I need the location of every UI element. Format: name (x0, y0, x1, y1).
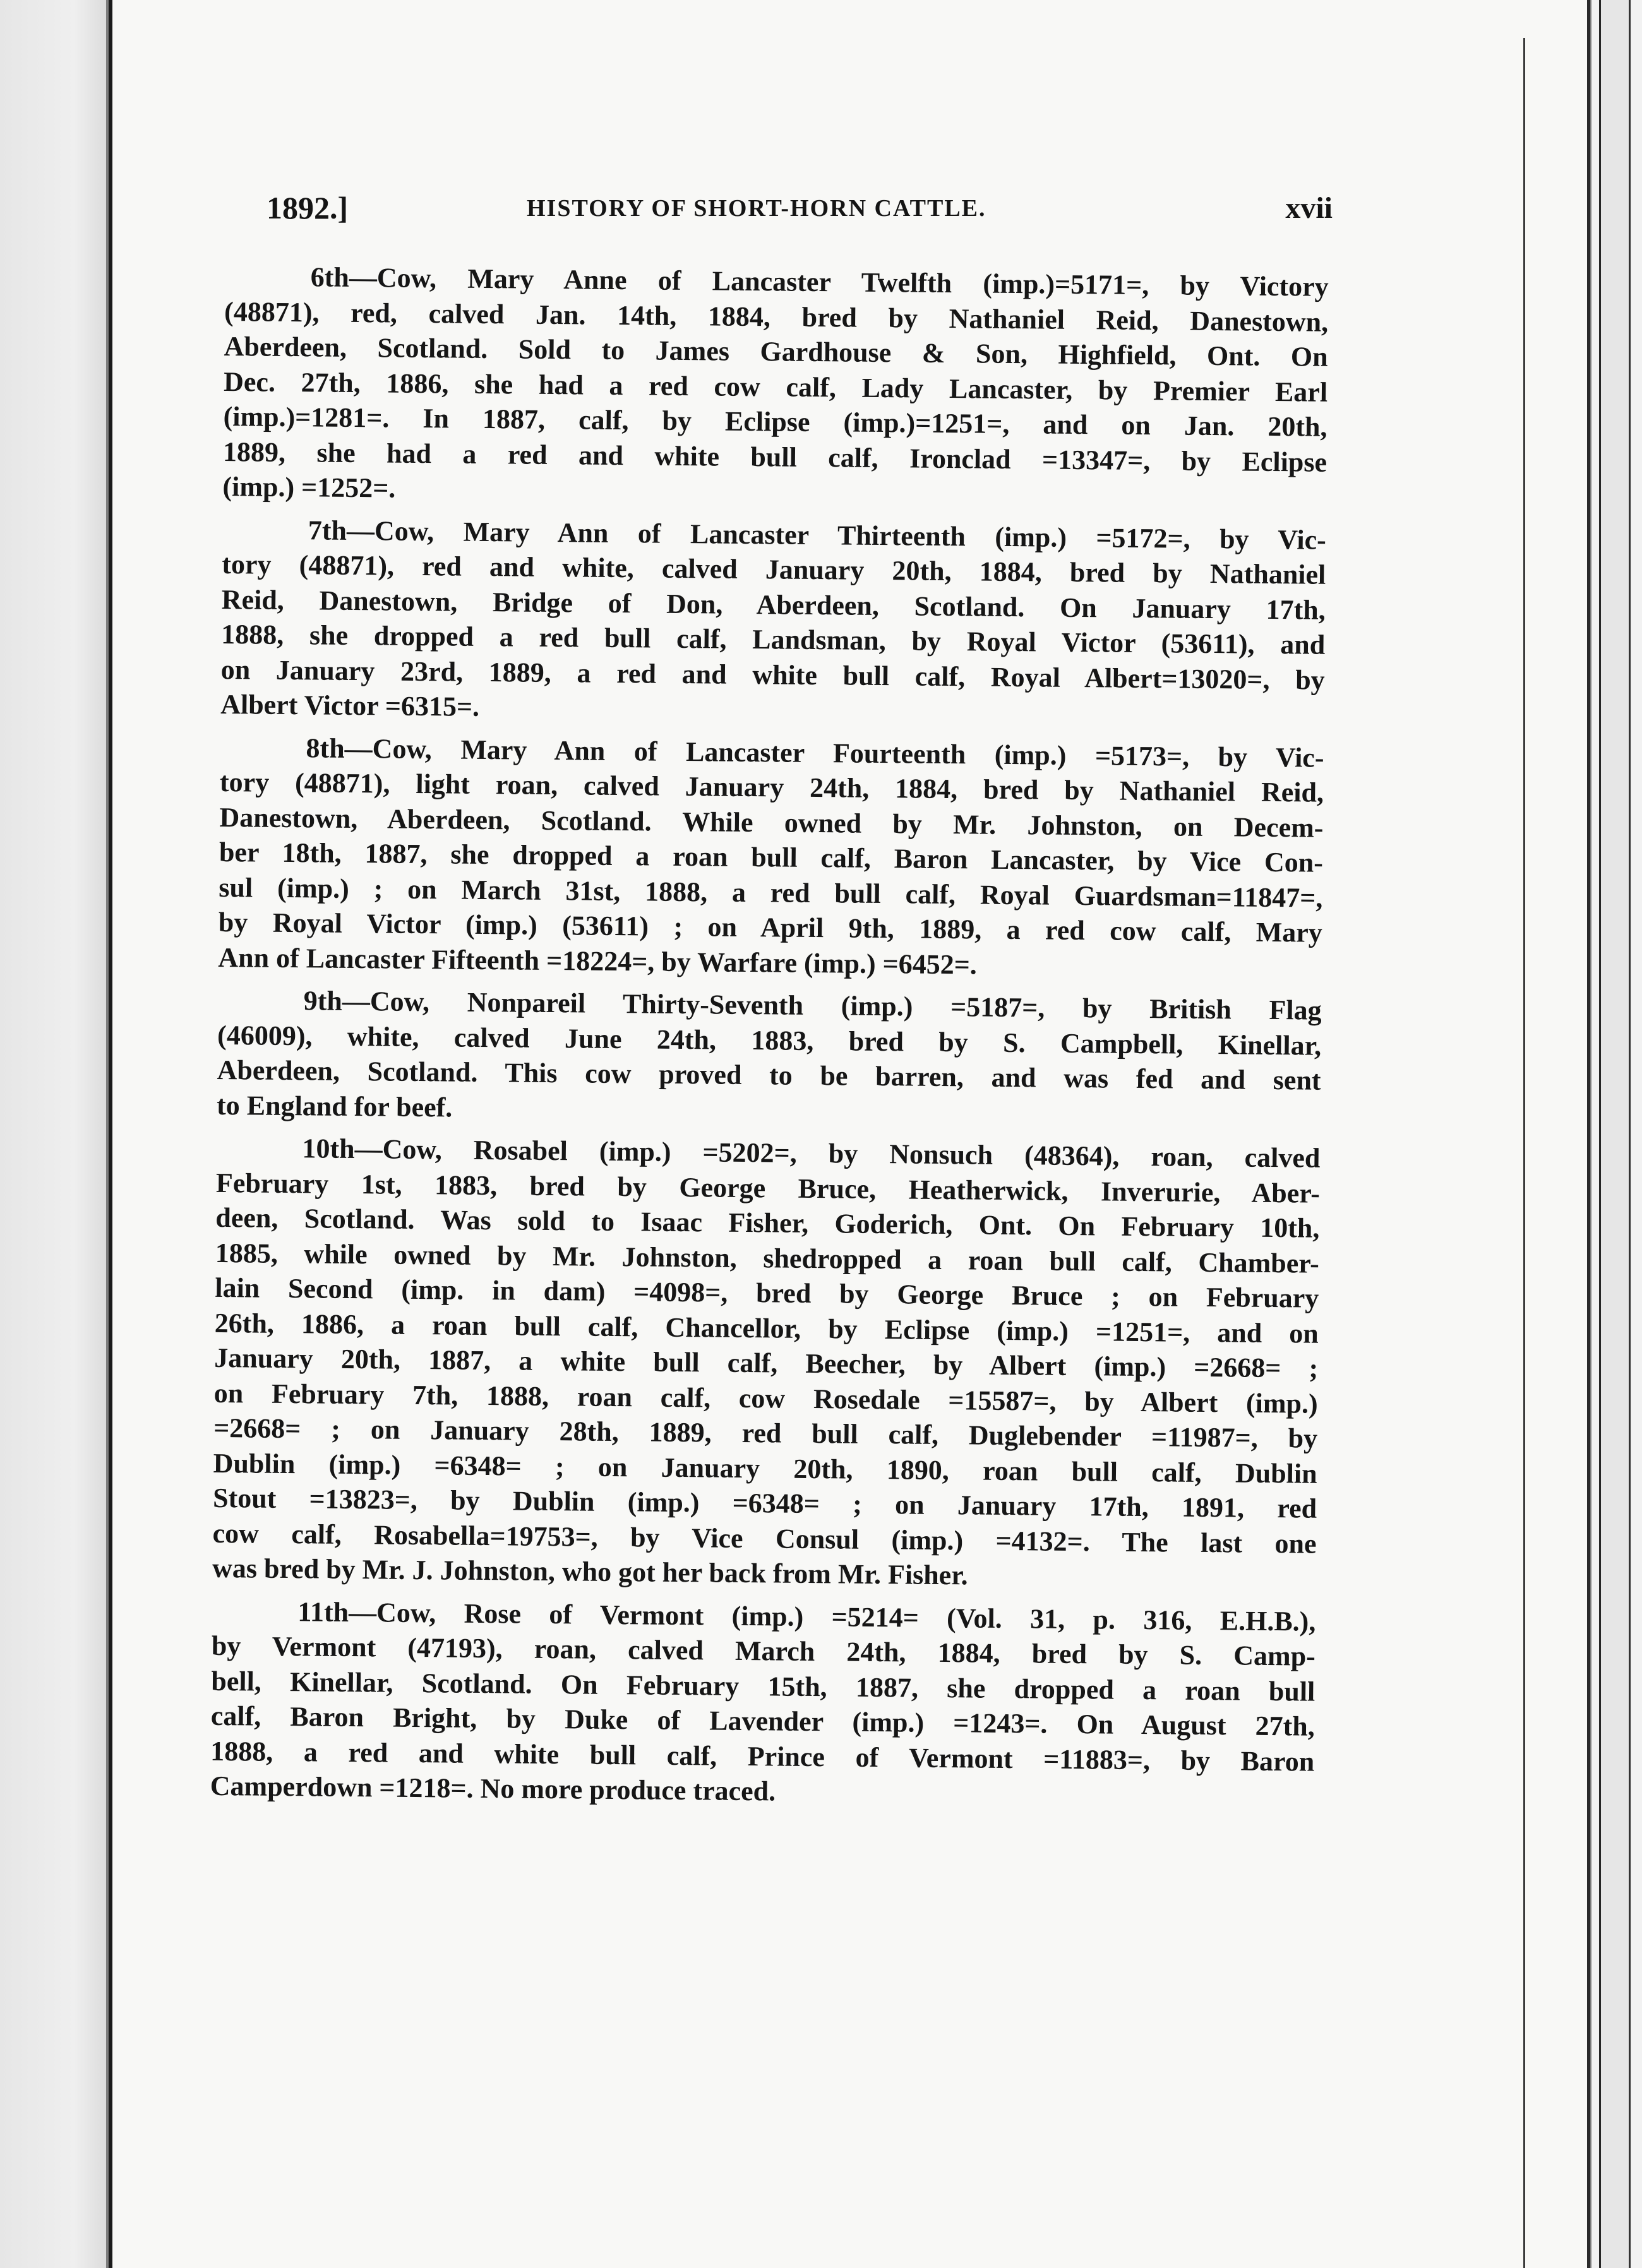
text-line: Camperdown =1218=. No more produce traced. (210, 1770, 776, 1807)
page-number: xvii (1285, 191, 1333, 225)
text-line: Danestown, Aberdeen, Scotland. While owned by Mr. Johnston, on Decem- (219, 801, 1324, 844)
text-line: ber 18th, 1887, she dropped a roan bull calf, Baron Lancaster, by Vice Con- (219, 836, 1324, 878)
text-line: February 1st, 1883, bred by George Bruce, Heatherwick, Inverurie, Aber- (215, 1167, 1321, 1209)
entry-9th-cow (217, 982, 1322, 1133)
text-line: 8th—Cow, Mary Ann of Lancaster Fourteenth (imp.) =5173=, by Vic- (306, 732, 1324, 773)
text-line: 26th, 1886, a roan bull calf, Chancellor, by Eclipse (imp.) =1251=, and on (214, 1307, 1319, 1349)
text-line: =2668= ; on January 28th, 1889, red bull calf, Duglebender =11987=, by (213, 1412, 1318, 1454)
text-line: sul (imp.) ; on March 31st, 1888, a red bull calf, Royal Guardsman=11847=, (219, 871, 1323, 914)
text-line: (46009), white, calved June 24th, 1883, bred by S. Campbell, Kinellar, (217, 1019, 1322, 1061)
text-line: 1888, she dropped a red bull calf, Landsman, by Royal Victor (53611), and (221, 618, 1326, 660)
text-line: 11th—Cow, Rose of Vermont (imp.) =5214= (Vol. 31, p. 316, E.H.B.), (297, 1596, 1316, 1637)
text-line: Aberdeen, Scotland. Sold to James Gardhouse & Son, Highfield, Ont. On (224, 330, 1328, 373)
entry-8th-cow (218, 729, 1324, 985)
text-line: by Royal Victor (imp.) (53611) ; on April 9th, 1889, a red cow calf, Mary (218, 906, 1323, 948)
text-line: Ann of Lancaster Fifteenth =18224=, by Warfare (imp.) =6452=. (218, 941, 978, 980)
text-line: 6th—Cow, Mary Anne of Lancaster Twelfth (imp.)=5171=, by Victory (310, 261, 1329, 302)
entry-6th-cow (222, 259, 1329, 515)
text-line: tory (48871), light roan, calved January 24th, 1884, bred by Nathaniel Reid, (219, 766, 1324, 808)
text-line: 10th—Cow, Rosabel (imp.) =5202=, by Nonsuch (48364), roan, calved (302, 1133, 1321, 1174)
running-head-year: 1892.] (267, 190, 349, 225)
body-text (210, 259, 1329, 1822)
text-line: Aberdeen, Scotland. This cow proved to be barren, and was fed and sent (217, 1054, 1321, 1096)
text-line: calf, Baron Bright, by Duke of Lavender (imp.) =1243=. On August 27th, (210, 1700, 1315, 1742)
text-line: 7th—Cow, Mary Ann of Lancaster Thirteenth (imp.) =5172=, by Vic- (308, 514, 1327, 556)
text-line: on January 23rd, 1889, a red and white bull calf, Royal Albert=13020=, by (220, 654, 1325, 696)
entry-7th-cow (220, 511, 1326, 732)
text-line: lain Second (imp. in dam) =4098=, bred by George Bruce ; on February (215, 1272, 1319, 1314)
right-page-edge (1591, 0, 1642, 2268)
text-line: cow calf, Rosabella=19753=, by Vice Consul (imp.) =4132=. The last one (212, 1517, 1317, 1560)
text-line: Reid, Danestown, Bridge of Don, Aberdeen, Scotland. On January 17th, (221, 583, 1326, 626)
text-line: Dublin (imp.) =6348= ; on January 20th, 1890, roan bull calf, Dublin (213, 1447, 1317, 1489)
entry-10th-cow (212, 1130, 1321, 1596)
left-page-edge (0, 0, 106, 2268)
text-line: (imp.) =1252=. (222, 470, 396, 504)
text-line: Albert Victor =6315=. (220, 688, 480, 722)
text-line: January 20th, 1887, a white bull calf, Beecher, by Albert (imp.) =2668= ; (214, 1342, 1319, 1384)
text-line: on February 7th, 1888, roan calf, cow Rosedale =15587=, by Albert (imp.) (213, 1377, 1318, 1419)
text-line: to England for beef. (216, 1089, 453, 1123)
running-head-title: HISTORY OF SHORT-HORN CATTLE. (527, 195, 986, 222)
text-line: 1888, a red and white bull calf, Prince of Vermont =11883=, by Baron (210, 1735, 1315, 1777)
text-line: 1885, while owned by Mr. Johnston, shedropped a roan bull calf, Chamber- (215, 1237, 1320, 1279)
text-line: was bred by Mr. J. Johnston, who got her back from Mr. Fisher. (212, 1552, 968, 1591)
text-line: (48871), red, calved Jan. 14th, 1884, bred by Nathaniel Reid, Danestown, (224, 295, 1329, 338)
text-line: deen, Scotland. Was sold to Isaac Fisher, Goderich, Ont. On February 10th, (215, 1202, 1320, 1244)
text-line: 9th—Cow, Nonpareil Thirty-Seventh (imp.) =5187=, by British Flag (303, 985, 1322, 1026)
text-line: bell, Kinellar, Scotland. On February 15th, 1887, she dropped a roan bull (211, 1665, 1315, 1707)
running-head (267, 189, 1333, 240)
text-line: 1889, she had a red and white bull calf, Ironclad =13347=, by Eclipse (222, 436, 1327, 478)
page-inner-border (1523, 38, 1525, 2268)
text-line: Dec. 27th, 1886, she had a red cow calf, Lady Lancaster, by Premier Earl (223, 366, 1328, 408)
right-page-edge-strip (1599, 0, 1631, 2268)
text-line: Stout =13823=, by Dublin (imp.) =6348= ; on January 17th, 1891, red (212, 1482, 1317, 1524)
text-line: tory (48871), red and white, calved January 20th, 1884, bred by Nathaniel (222, 548, 1326, 590)
entry-11th-cow (210, 1593, 1316, 1814)
text-line: (imp.)=1281=. In 1887, calf, by Eclipse (imp.)=1251=, and on Jan. 20th, (223, 400, 1327, 443)
text-line: by Vermont (47193), roan, calved March 24th, 1884, bred by S. Camp- (211, 1630, 1316, 1672)
